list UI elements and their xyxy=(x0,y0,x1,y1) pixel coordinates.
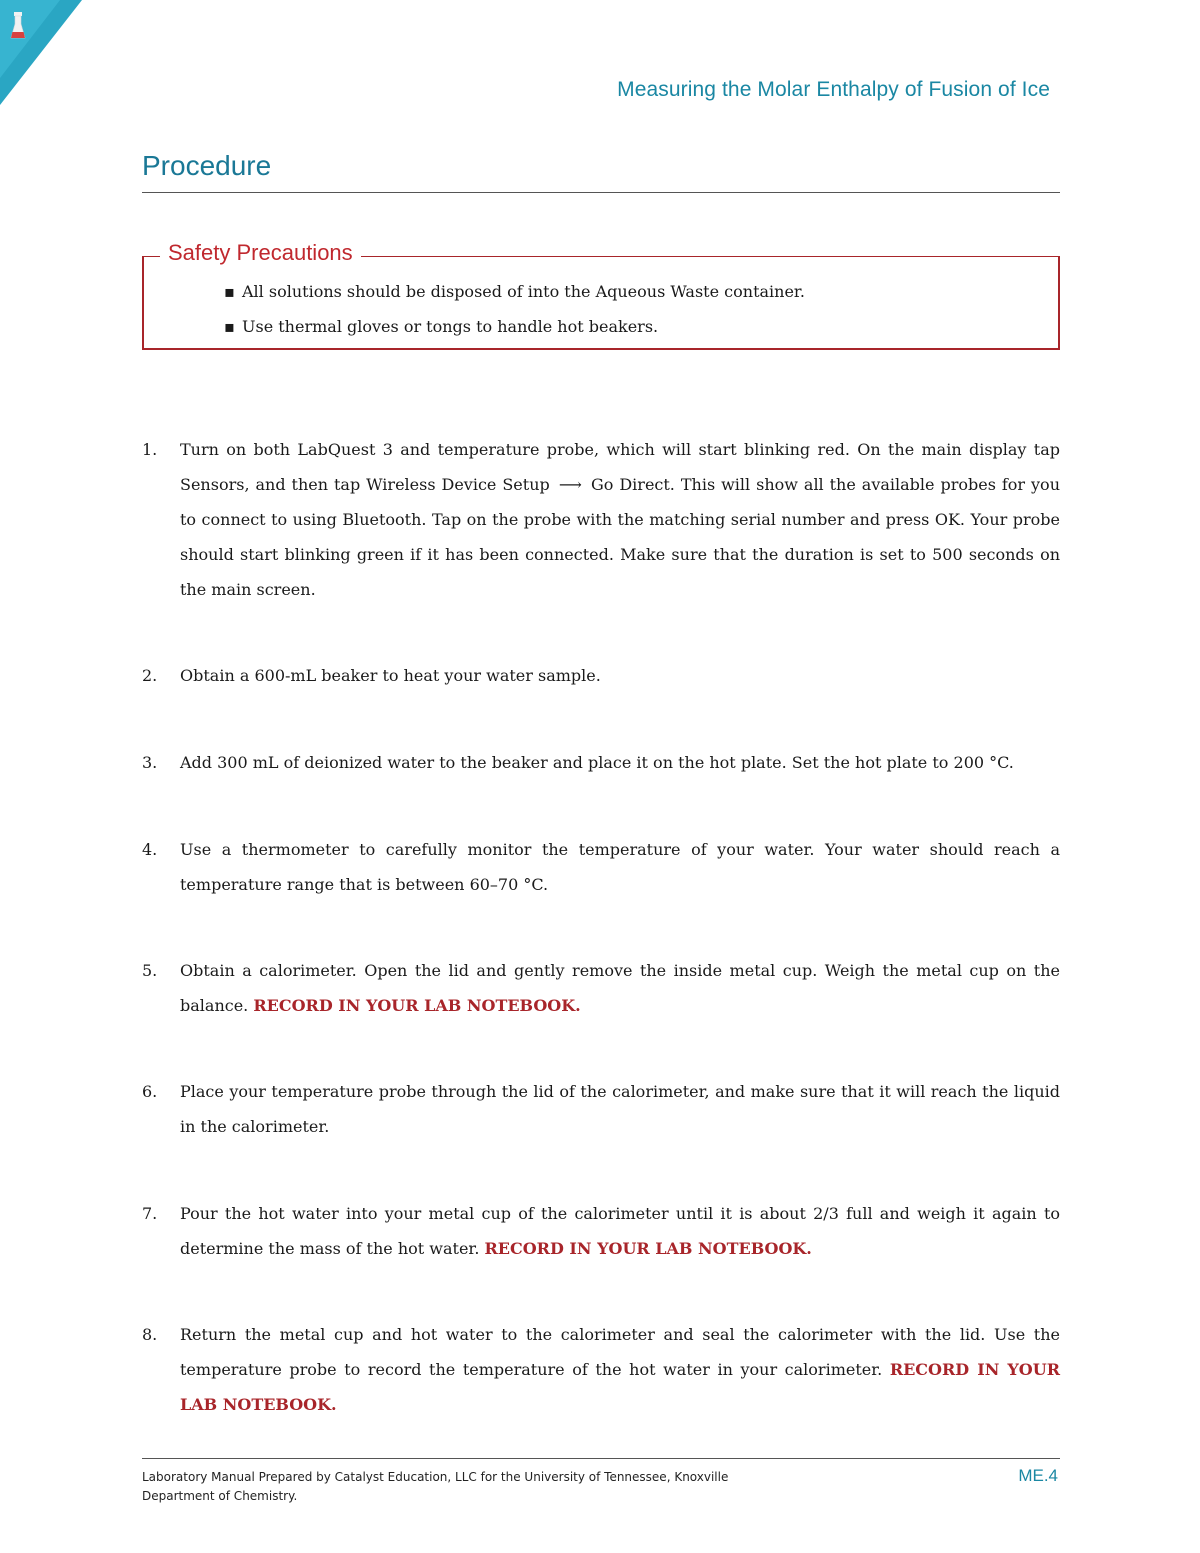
safety-list xyxy=(222,280,805,350)
step-text xyxy=(180,1074,1060,1144)
step-body: Use a thermometer to carefully monitor the temperature of your water. Your water should reach a temperature range that is between 60–70 °C. xyxy=(180,840,1060,894)
running-header-title: Measuring the Molar Enthalpy of Fusion of Ice xyxy=(617,78,1050,101)
step-text xyxy=(180,432,1060,607)
safety-item-text: All solutions should be disposed of into the Aqueous Waste container. xyxy=(242,282,805,301)
footer-credit xyxy=(142,1468,728,1506)
procedure-step xyxy=(142,432,1060,607)
step-text xyxy=(180,745,1060,780)
footer-credit-line: Laboratory Manual Prepared by Catalyst Education, LLC for the University of Tennessee, Knoxville xyxy=(142,1470,729,1484)
step-number: 2. xyxy=(142,666,158,685)
step-body: Pour the hot water into your metal cup of the calorimeter until it is about 2/3 full and weigh it again to determine the mass of the hot water. xyxy=(180,1204,1060,1258)
safety-item-text: Use thermal gloves or tongs to handle hot beakers. xyxy=(242,317,659,336)
step-number: 7. xyxy=(142,1204,158,1223)
procedure-step xyxy=(142,832,1060,902)
step-body: Turn on both LabQuest 3 and temperature probe, which will start blinking red. On the main display tap Sensors, and then tap Wireless Device Setup ⟶ Go Direct. This will show all the available probes for you to connect to using Bluetooth. Tap on the probe with the matching serial number and press OK. Your probe should start blinking green if it has been connected. Make sure that the duration is set to 500 seconds on the main screen. xyxy=(180,440,1060,599)
corner-banner-flask-icon xyxy=(0,0,90,110)
step-number: 5. xyxy=(142,961,158,980)
step-number: 6. xyxy=(142,1082,158,1101)
safety-item xyxy=(222,280,805,315)
step-body: Obtain a calorimeter. Open the lid and gently remove the inside metal cup. Weigh the metal cup on the balance. xyxy=(180,961,1060,1015)
page-number: ME.4 xyxy=(1018,1466,1058,1485)
step-text xyxy=(180,1317,1060,1422)
section-title: Procedure xyxy=(142,150,272,181)
procedure-step xyxy=(142,953,1060,1023)
safety-item xyxy=(222,315,805,350)
step-body: Add 300 mL of deionized water to the beaker and place it on the hot plate. Set the hot plate to 200 °C. xyxy=(180,753,1014,772)
step-text xyxy=(180,658,1060,693)
step-text xyxy=(180,953,1060,1023)
procedure-step xyxy=(142,745,1060,780)
footer-divider xyxy=(142,1458,1060,1459)
square-bullet-icon: ▪ xyxy=(224,317,235,336)
step-number: 1. xyxy=(142,440,158,459)
section-divider xyxy=(142,192,1060,193)
step-number: 4. xyxy=(142,840,158,859)
step-body: Place your temperature probe through the lid of the calorimeter, and make sure that it will reach the liquid in the calorimeter. xyxy=(180,1082,1060,1136)
step-body: Obtain a 600-mL beaker to heat your water sample. xyxy=(180,666,601,685)
step-number: 8. xyxy=(142,1325,158,1344)
record-notebook-label: RECORD IN YOUR LAB NOTEBOOK. xyxy=(253,996,581,1015)
step-text xyxy=(180,1196,1060,1266)
procedure-step xyxy=(142,658,1060,693)
step-text xyxy=(180,832,1060,902)
procedure-step xyxy=(142,1196,1060,1266)
square-bullet-icon: ▪ xyxy=(224,282,235,301)
step-number: 3. xyxy=(142,753,158,772)
procedure-step xyxy=(142,1074,1060,1144)
safety-precautions-title: Safety Precautions xyxy=(160,240,361,266)
footer-department-line: Department of Chemistry. xyxy=(142,1489,298,1503)
record-notebook-label: RECORD IN YOUR LAB NOTEBOOK. xyxy=(180,1360,1060,1414)
procedure-step xyxy=(142,1317,1060,1422)
record-notebook-label: RECORD IN YOUR LAB NOTEBOOK. xyxy=(484,1239,812,1258)
step-body: Return the metal cup and hot water to the calorimeter and seal the calorimeter with the lid. Use the temperature probe to record the temperature of the hot water in your calorimeter. xyxy=(180,1325,1060,1379)
